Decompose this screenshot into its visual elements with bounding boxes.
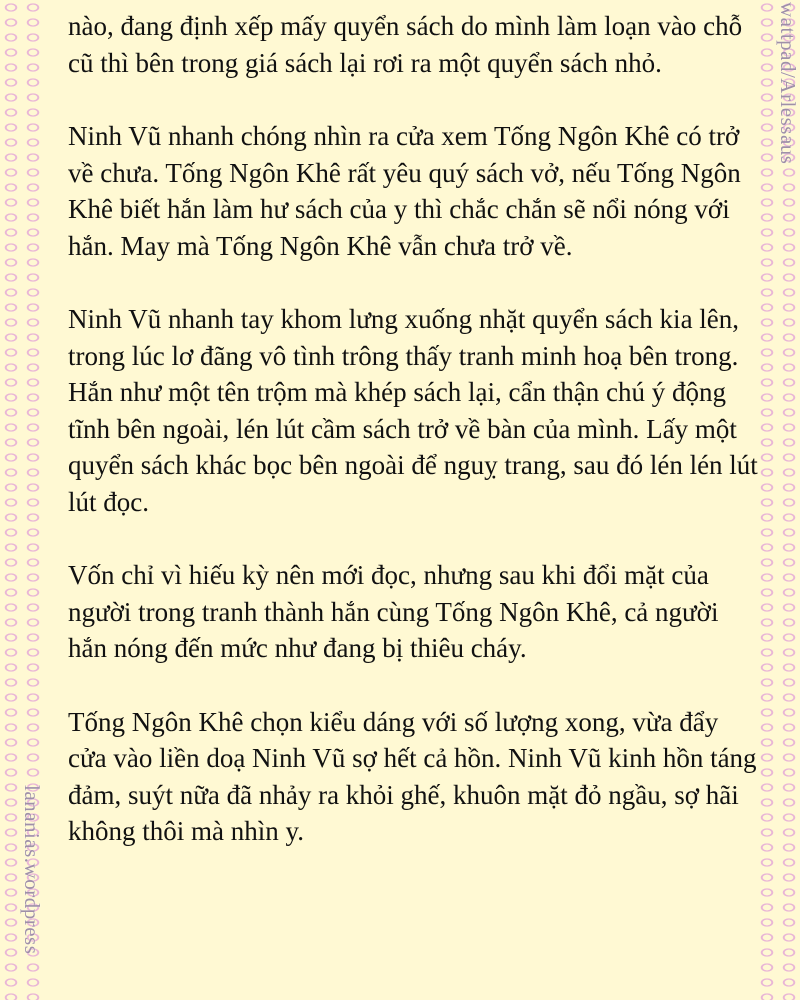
paragraph: Tống Ngôn Khê chọn kiểu dáng với số lượng xong, vừa đẩy cửa vào liền doạ Ninh Vũ sợ hết cả hồn. Ninh Vũ kinh hồn táng đảm, suýt nữa đã nhảy ra khỏi ghế, khuôn mặt đỏ ngầu, sợ hãi không thôi mà nhìn y. (68, 706, 757, 846)
paragraph: Ninh Vũ nhanh tay khom lưng xuống nhặt quyển sách kia lên, trong lúc lơ đãng vô tình trông thấy tranh minh hoạ bên trong. Hắn như một tên trộm mà khép sách lại, cẩn thận chú ý động tĩnh bên ngoài, lén lút cầm sách trở về bàn của mình. Lấy một quyển sách khác bọc bên ngoài để nguỵ trang, sau đó lén lén lút lút đọc. (68, 304, 758, 517)
paragraph: Vốn chỉ vì hiếu kỳ nên mới đọc, nhưng sau khi đổi mặt của người trong tranh thành hắn cùng Tống Ngôn Khê, cả người hắn nóng đến mức như đang bị thiêu cháy. (68, 560, 719, 663)
watermark-right: wattpad/Arlessaus (776, 2, 800, 165)
watermark-left: lananias.wordpress (20, 785, 44, 955)
paragraph: nào, đang định xếp mấy quyển sách do mình làm loạn vào chỗ cũ thì bên trong giá sách lại rơi ra một quyển sách nhỏ. (68, 11, 743, 78)
story-text (68, 8, 758, 887)
paragraph: Ninh Vũ nhanh chóng nhìn ra cửa xem Tống Ngôn Khê có trở về chưa. Tống Ngôn Khê rất yêu quý sách vở, nếu Tống Ngôn Khê biết hắn làm hư sách của y thì chắc chắn sẽ nổi nóng với hắn. May mà Tống Ngôn Khê vẫn chưa trở về. (68, 121, 741, 261)
